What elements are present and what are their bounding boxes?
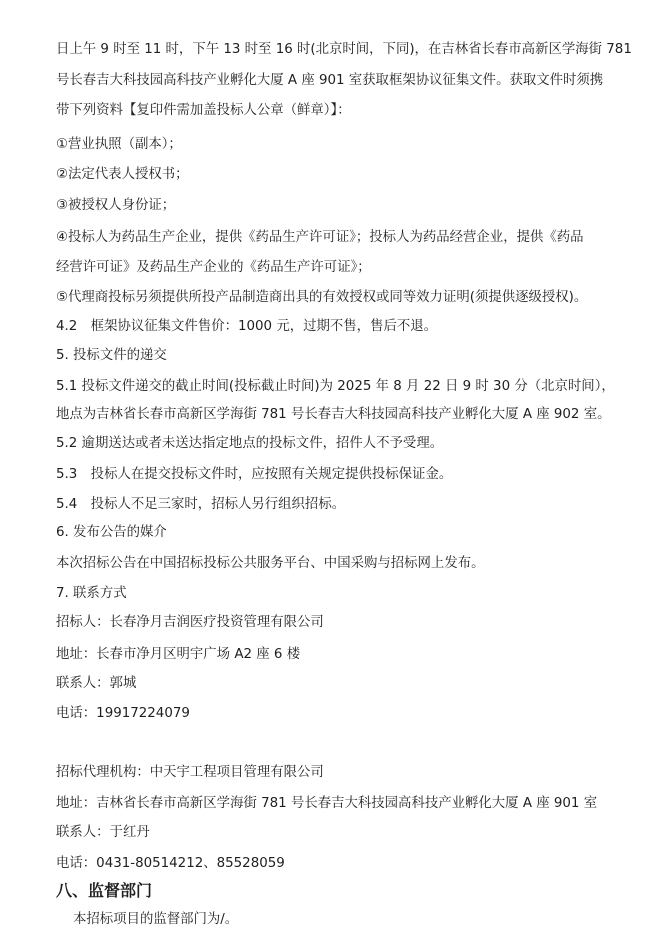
section5-heading: 5. 投标文件的递交 (56, 348, 167, 363)
agency-name: 招标代理机构：中天宇工程项目管理有限公司 (56, 765, 324, 780)
material-item-authorization-letter: ②法定代表人授权书； (56, 167, 189, 182)
section6-heading: 6. 发布公告的媒介 (56, 525, 167, 540)
material-item-drug-license-cont: 经营许可证》及药品生产企业的《药品生产许可证》； (56, 260, 371, 275)
material-item-drug-license: ④投标人为药品生产企业，提供《药品生产许可证》；投标人为药品经营企业，提供《药品 (56, 230, 584, 245)
section8-heading: 八、监督部门 (56, 881, 153, 900)
acquisition-time-text: 日上午 9 时至 11 时，下午 13 时至 16 时(北京时间，下同)，在吉林省长春市高新区学海街 781 (56, 42, 632, 57)
acquisition-location-text: 号长春吉大科技园高科技产业孵化大厦 A 座 901 室获取框架协议征集文件。获取文件时须携 (56, 73, 604, 88)
material-item-id-card: ③被授权人身份证； (56, 198, 176, 213)
material-item-agent-authorization: ⑤代理商投标另须提供所投产品制造商出具的有效授权或同等效力证明(须提供逐级授权)。 (56, 290, 588, 305)
insufficient-bidders-text: 5.4 投标人不足三家时，招标人另行组织招标。 (56, 497, 346, 512)
publication-media-text: 本次招标公告在中国招标投标公共服务平台、中国采购与招标网上发布。 (56, 556, 485, 571)
late-submission-text: 5.2 逾期送达或者未送达指定地点的投标文件，招件人不予受理。 (56, 436, 444, 451)
document-price-text: 4.2 框架协议征集文件售价：1000 元，过期不售，售后不退。 (56, 319, 438, 334)
tenderer-name: 招标人：长春净月吉润医疗投资管理有限公司 (56, 615, 324, 630)
section7-heading: 7. 联系方式 (56, 586, 127, 601)
agency-address: 地址：吉林省长春市高新区学海街 781 号长春吉大科技园高科技产业孵化大厦 A 座 901 室 (56, 796, 598, 811)
submission-location-text: 地点为吉林省长春市高新区学海街 781 号长春吉大科技园高科技产业孵化大厦 A 座 902 室。 (56, 407, 611, 422)
supervision-department-text: 本招标项目的监督部门为/。 (73, 912, 239, 927)
submission-deadline-text: 5.1 投标文件递交的截止时间(投标截止时间)为 2025 年 8 月 22 日 9 时 30 分（北京时间）， (56, 379, 615, 394)
tenderer-contact: 联系人：郭城 (56, 676, 137, 691)
material-item-business-license: ①营业执照（副本）； (56, 137, 182, 152)
bid-bond-text: 5.3 投标人在提交投标文件时，应按照有关规定提供投标保证金。 (56, 467, 453, 482)
tenderer-address: 地址：长春市净月区明宇广场 A2 座 6 楼 (56, 647, 301, 662)
required-materials-intro: 带下列资料【复印件需加盖投标人公章（鲜章）】： (56, 103, 351, 118)
agency-contact: 联系人：于红丹 (56, 825, 150, 840)
tenderer-phone: 电话：19917224079 (56, 706, 190, 721)
agency-phone: 电话：0431-80514212、85528059 (56, 856, 285, 871)
